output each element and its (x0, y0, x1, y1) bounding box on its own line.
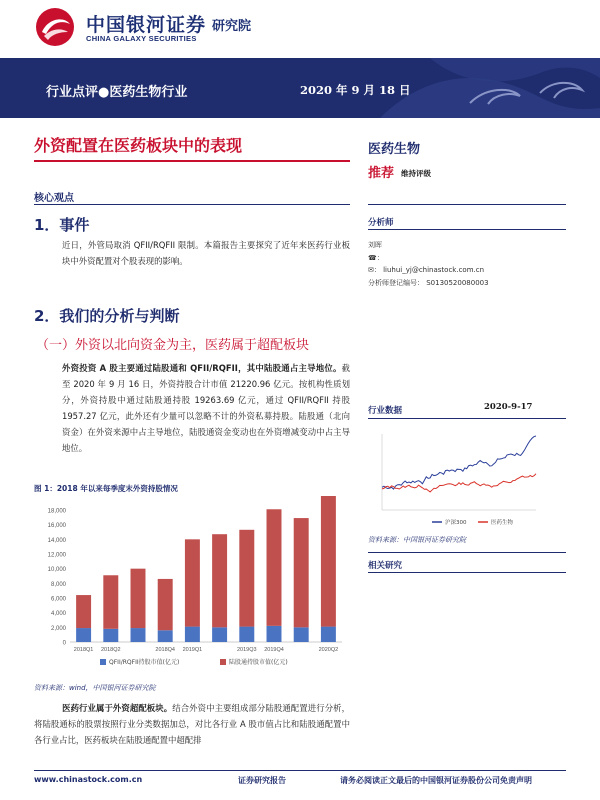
figure-1 (34, 496, 350, 678)
galaxy-logo-icon (34, 6, 76, 48)
title-divider (34, 160, 350, 162)
sidebar-divider (368, 204, 566, 205)
section-3-paragraph (34, 700, 350, 748)
report-date: 2020 年 9 月 18 日 (300, 83, 411, 97)
bar-qfii (185, 627, 200, 642)
market-data-divider (368, 418, 566, 419)
logo-english-name: CHINA GALAXY SECURITIES (86, 34, 197, 43)
report-title: 外资配置在医药板块中的表现 (34, 136, 243, 155)
bar-northbound (294, 518, 309, 627)
institute-label: 研究院 (212, 19, 252, 34)
section-1-text: 近日，外管局取消 QFII/RQFII 限制。本篇报告主要探究了近年来医药行业板块中外资配置对个股表现的影响。 (62, 240, 350, 266)
market-data-source: 资料来源：中国银河证券研究院 (368, 536, 466, 544)
y-tick-label: 16,000 (47, 523, 66, 530)
bar-northbound (103, 575, 118, 629)
analyst-email[interactable]: ✉： liuhui_yj@chinastock.com.cn (368, 266, 485, 274)
footer-report-type: 证券研究报告 (238, 776, 286, 785)
rating-note: 维持评级 (401, 169, 431, 178)
legend-label: QFII/RQFII持股市值(亿元) (109, 659, 180, 666)
rating-value: 推荐 (368, 166, 395, 181)
figure-1-source: 资料来源：wind，中国银河证券研究院 (34, 684, 156, 692)
pharma-line (382, 474, 536, 492)
section-2-paragraph (62, 360, 350, 456)
analyst-cert-number: 分析师登记编号： S0130520080003 (368, 279, 489, 287)
y-tick-label: 8,000 (50, 581, 66, 588)
foreign-holdings-bar-chart (34, 496, 350, 678)
figure-1-caption: 图 1：2018 年以来每季度末外资持股情况 (34, 484, 178, 493)
footer-website-link[interactable]: www.chinastock.com.cn (34, 775, 143, 784)
footer-divider (34, 770, 566, 771)
bar-qfii (212, 627, 227, 642)
x-tick-label: 2018Q2 (101, 647, 121, 653)
mini-legend-label: 医药生物 (491, 520, 514, 526)
legend-swatch (220, 659, 226, 665)
section-3-text: 结合外资中主要组成部分陆股通配置进行分析，将陆股通标的股票按照行业分类数据加总，对比各行业 A 股市值占比和陆股通配置中各行业占比，医药板块在陆股通配置中超配排 (34, 703, 351, 745)
y-tick-label: 4,000 (50, 611, 66, 618)
y-tick-label: 6,000 (50, 596, 66, 603)
bar-northbound (158, 579, 173, 630)
bar-qfii (76, 628, 91, 642)
y-tick-label: 2,000 (50, 625, 66, 632)
legend-label: 陆股通持股市值(亿元) (229, 659, 288, 666)
core-view-label: 核心观点 (34, 193, 74, 204)
analyst-divider (368, 229, 566, 230)
x-tick-label: 2019Q4 (264, 647, 284, 653)
bar-northbound (239, 530, 254, 627)
bar-qfii (158, 630, 173, 642)
section-3-lead: 医药行业属于外资超配板块。 (62, 703, 173, 713)
bar-qfii (131, 628, 146, 642)
company-logo (34, 6, 334, 54)
section-2-heading: 2．我们的分析与判断 (34, 307, 180, 325)
market-data-date: 2020-9-17 (484, 402, 533, 412)
industry-name: 医药生物 (368, 142, 421, 157)
related-divider-top (368, 552, 566, 553)
core-view-divider (34, 204, 350, 205)
y-tick-label: 12,000 (47, 552, 66, 559)
market-line-chart (368, 428, 566, 528)
x-tick-label: 2018Q4 (155, 647, 175, 653)
x-tick-label: 2019Q1 (182, 647, 203, 653)
bar-northbound (76, 595, 91, 628)
bar-northbound (212, 534, 227, 627)
legend-swatch (100, 659, 106, 665)
logo-chinese-name: 中国银河证券 (86, 14, 207, 36)
header-banner (0, 58, 600, 118)
analyst-name: 刘晖 (368, 241, 382, 249)
bar-qfii (103, 629, 118, 642)
section-1-heading: 1．事件 (34, 216, 90, 234)
x-tick-label: 2019Q3 (237, 647, 257, 653)
mini-legend-label: 沪深300 (445, 520, 467, 526)
bar-northbound (185, 539, 200, 626)
bar-qfii (267, 626, 282, 642)
footer-disclaimer: 请务必阅读正文最后的中国银河证券股份公司免责声明 (340, 776, 532, 785)
x-tick-label: 2018Q1 (73, 647, 94, 653)
analyst-label: 分析师 (368, 218, 394, 228)
market-performance-chart (368, 428, 566, 528)
y-tick-label: 14,000 (47, 537, 66, 544)
related-divider-bottom (368, 572, 566, 573)
bar-qfii (239, 627, 254, 642)
market-data-label: 行业数据 (368, 406, 403, 416)
phone-icon: ☎： (368, 254, 384, 262)
bar-qfii (321, 627, 336, 642)
bar-northbound (131, 569, 146, 628)
y-tick-label: 0 (62, 640, 66, 647)
related-research-label: 相关研究 (368, 561, 403, 571)
section-2-lead: 外资投资 A 股主要通过陆股通和 QFII/RQFII，其中陆股通占主导地位。 (62, 363, 342, 373)
x-tick-label: 2020Q2 (318, 647, 339, 653)
section-2-text: 截至 2020 年 9 月 16 日，外资持股合计市值 21220.96 亿元。按机构性质划分，外资持股中通过陆股通持股 19263.69 亿元，通过 QFII/RQFII 持股 1957.27 亿元，此外还有少量可以忽略不计的外资私募持股。陆股通（北向资金）在外资来源中占主导地位，陆股通资金变动也在外资增减变动中占主导地位。 (62, 363, 350, 453)
y-tick-label: 18,000 (47, 508, 66, 515)
report-category: 行业点评●医药生物行业 (46, 85, 188, 100)
y-tick-label: 10,000 (47, 567, 66, 574)
section-2-subheading: （一）外资以北向资金为主，医药属于超配板块 (36, 338, 310, 353)
bar-qfii (294, 627, 309, 642)
bar-northbound (321, 496, 336, 627)
bar-northbound (267, 509, 282, 626)
